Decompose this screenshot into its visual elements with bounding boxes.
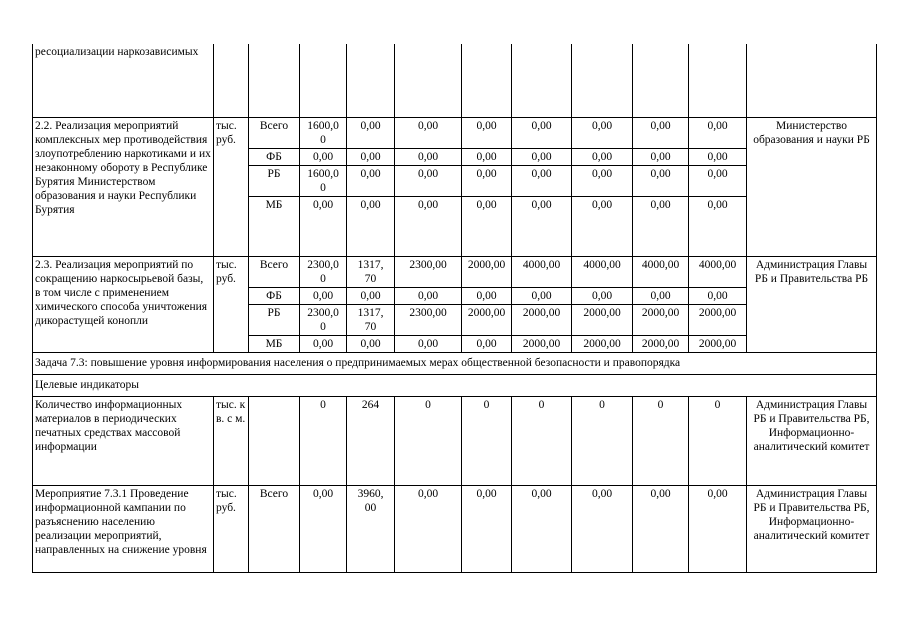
value-cell: 1600,0 0 [300,165,347,196]
table-row [33,485,877,572]
funding-source: ФБ [249,148,300,165]
value-cell: 2300,0 0 [300,256,347,287]
value-cell: 0,00 [689,196,747,256]
value-cell: 0,00 [689,287,747,304]
value-cell: 0,00 [462,148,512,165]
funding-source: Всего [249,256,300,287]
value-cell: 2000,00 [572,304,633,335]
indicators-heading: Целевые индикаторы [33,374,877,396]
value-cell: 0,00 [347,117,395,148]
value-cell: 0,00 [300,287,347,304]
value-cell: 0,00 [347,287,395,304]
value-cell: 0,00 [512,287,572,304]
value-cell: 0,00 [689,117,747,148]
value-cell: 2000,00 [689,335,747,352]
value-cell: 0,00 [462,165,512,196]
funding-source: РБ [249,304,300,335]
value-cell: 0,00 [395,196,462,256]
value-cell: 0 [395,396,462,485]
unit-cell: тыс. руб. [214,485,249,572]
table-row [33,352,877,374]
value-cell: 0,00 [395,148,462,165]
value-cell: 0,00 [462,287,512,304]
funding-source: Всего [249,117,300,148]
task-heading: Задача 7.3: повышение уровня информирования населения о предпринимаемых мерах общественной безопасности и правопорядка [33,352,877,374]
value-cell: 1600,0 0 [300,117,347,148]
funding-source: Всего [249,485,300,572]
executor-cell: Администрация Главы РБ и Правительства РБ, Информационно-аналитический комитет [747,485,877,572]
value-cell: 0,00 [395,117,462,148]
value-cell: 0,00 [572,287,633,304]
unit-cell: тыс. руб. [214,256,249,352]
value-cell: 0,00 [512,165,572,196]
value-cell: 0 [689,396,747,485]
funding-source: МБ [249,335,300,352]
value-cell: 0,00 [689,485,747,572]
value-cell: 4000,00 [633,256,689,287]
value-cell: 0,00 [347,196,395,256]
value-cell: 0,00 [395,335,462,352]
table-row [33,44,877,117]
funding-source: ФБ [249,287,300,304]
value-cell: 2000,00 [633,335,689,352]
value-cell: 0,00 [300,196,347,256]
value-cell: 2000,00 [689,304,747,335]
value-cell: 0,00 [689,165,747,196]
unit-cell: тыс. руб. [214,117,249,256]
executor-cell: Министерство образования и науки РБ [747,117,877,256]
table-row [33,396,877,485]
value-cell: 3960, 00 [347,485,395,572]
table-row [33,117,877,148]
value-cell: 0,00 [462,117,512,148]
value-cell: 0 [633,396,689,485]
value-cell: 2000,00 [512,335,572,352]
value-cell: 0,00 [633,165,689,196]
value-cell: 2000,00 [462,256,512,287]
value-cell: 0,00 [633,485,689,572]
value-cell: 0,00 [572,485,633,572]
value-cell: 4000,00 [512,256,572,287]
activity-name: 2.2. Реализация мероприятий комплексных мер противодействия злоупотреблению наркотиками и их незаконному обороту в Республике Бурятия Министерством образования и науки Республики Бурятия [33,117,214,256]
value-cell: 0,00 [347,148,395,165]
value-cell: 0,00 [633,196,689,256]
value-cell: 0 [300,396,347,485]
value-cell: 2000,00 [462,304,512,335]
value-cell: 264 [347,396,395,485]
value-cell: 2300,0 0 [300,304,347,335]
value-cell: 0,00 [347,335,395,352]
value-cell: 2000,00 [633,304,689,335]
value-cell: 2000,00 [572,335,633,352]
value-cell: 0,00 [689,148,747,165]
value-cell: 0,00 [572,148,633,165]
funding-source: МБ [249,196,300,256]
value-cell: 0,00 [462,485,512,572]
value-cell: 0 [572,396,633,485]
value-cell: 1317, 70 [347,304,395,335]
value-cell: 2300,00 [395,304,462,335]
value-cell: 0,00 [462,335,512,352]
unit-cell: тыс. кв. с м. [214,396,249,485]
value-cell: 0,00 [347,165,395,196]
table-row [33,256,877,287]
value-cell: 0,00 [512,117,572,148]
value-cell: 0,00 [300,148,347,165]
budget-table [32,44,877,573]
executor-cell: Администрация Главы РБ и Правительства РБ [747,256,877,352]
activity-name: Количество информационных материалов в периодических печатных средствах массовой информации [33,396,214,485]
value-cell: 0,00 [512,148,572,165]
value-cell: 0,00 [395,165,462,196]
value-cell: 2300,00 [395,256,462,287]
value-cell: 0,00 [300,335,347,352]
value-cell: 0,00 [300,485,347,572]
value-cell: 0,00 [633,117,689,148]
value-cell: 4000,00 [689,256,747,287]
value-cell: 0 [512,396,572,485]
value-cell: 0,00 [633,287,689,304]
value-cell: 0,00 [462,196,512,256]
funding-source: РБ [249,165,300,196]
table-row [33,374,877,396]
funding-source [249,396,300,485]
value-cell: 0 [462,396,512,485]
value-cell: 4000,00 [572,256,633,287]
value-cell: 0,00 [512,485,572,572]
value-cell: 0,00 [572,165,633,196]
value-cell: 0,00 [633,148,689,165]
value-cell: 0,00 [512,196,572,256]
value-cell: 0,00 [395,287,462,304]
activity-name: ресоциализации наркозависимых [33,44,214,117]
activity-name: 2.3. Реализация мероприятий по сокращению наркосырьевой базы, в том числе с применением химического способа уничтожения дикорастущей конопли [33,256,214,352]
activity-name: Мероприятие 7.3.1 Проведение информационной кампании по разъяснению населению реализации мероприятий, направленных на снижение уровня [33,485,214,572]
value-cell: 2000,00 [512,304,572,335]
value-cell: 0,00 [395,485,462,572]
value-cell: 0,00 [572,117,633,148]
executor-cell: Администрация Главы РБ и Правительства РБ, Информационно-аналитический комитет [747,396,877,485]
value-cell: 1317, 70 [347,256,395,287]
value-cell: 0,00 [572,196,633,256]
